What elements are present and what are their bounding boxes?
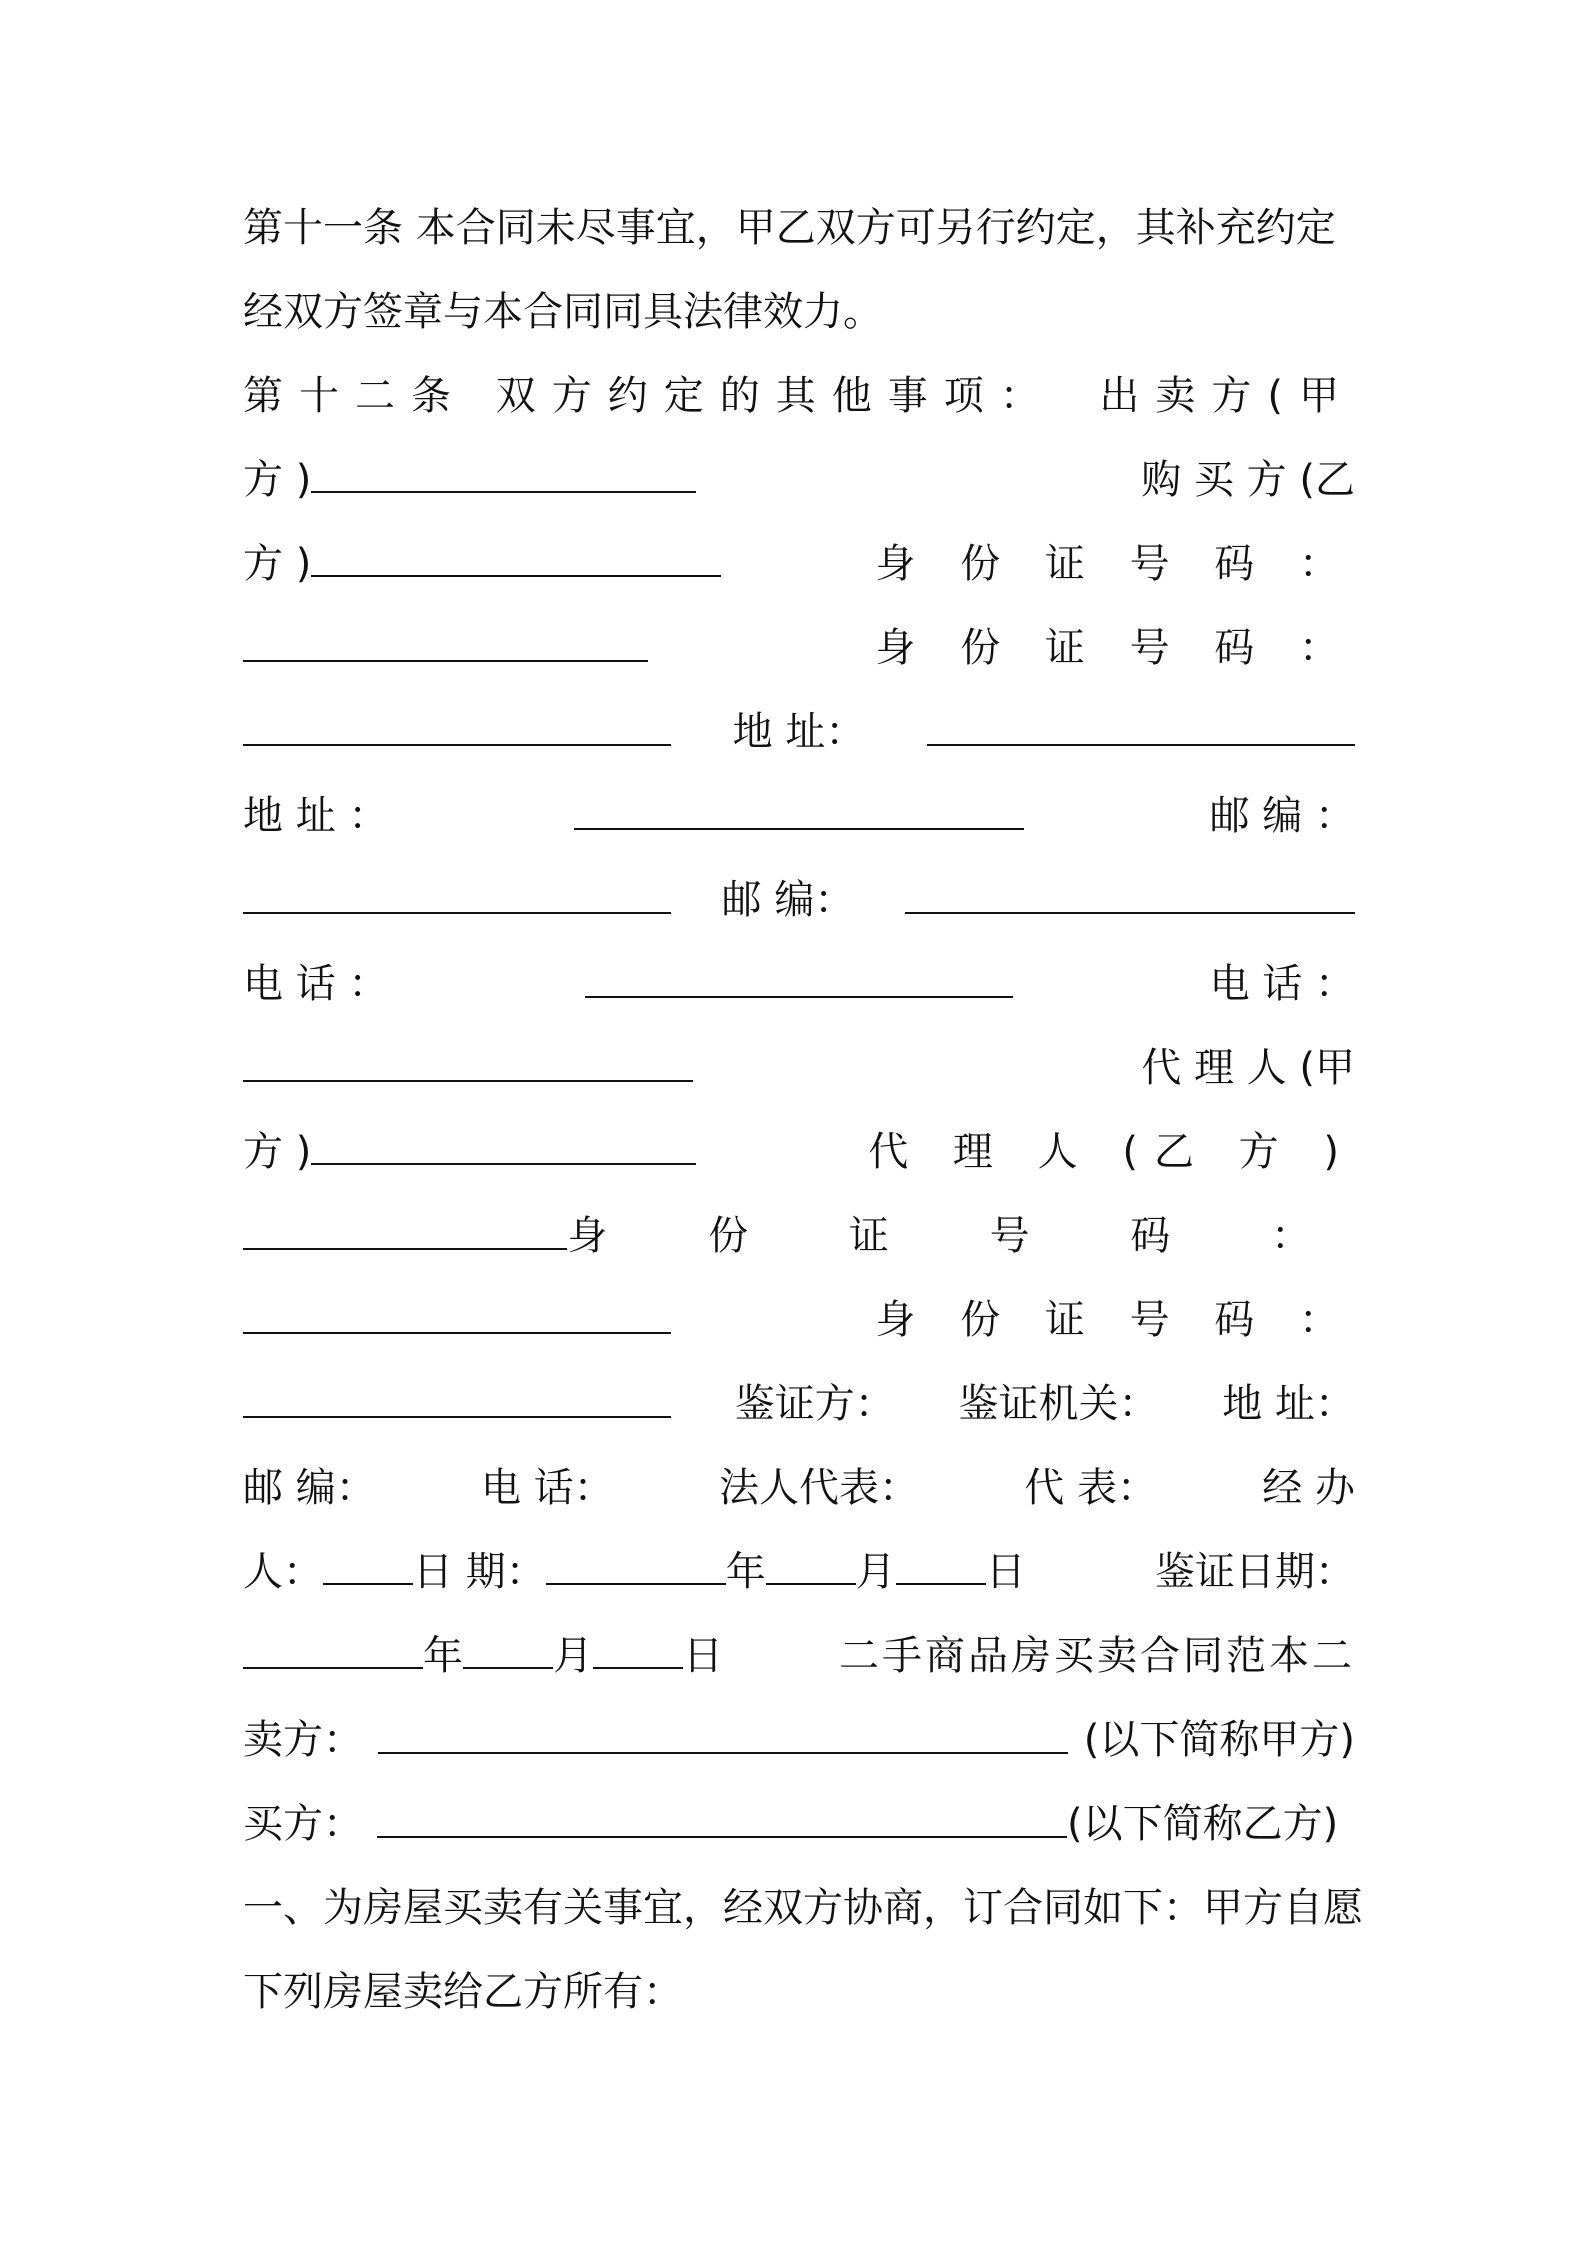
seller-party-label-cont xyxy=(243,445,696,515)
buyer-party-label: 购 买 方 (乙 xyxy=(1141,457,1355,503)
date-month-blank[interactable] xyxy=(766,1557,856,1585)
seller-postcode-blank[interactable] xyxy=(243,886,671,914)
buyer-address-blank[interactable] xyxy=(574,802,1024,830)
template-two-title: 二手商品房买卖合同范本二 xyxy=(839,1633,1355,1679)
clause-one-line-1 xyxy=(243,1873,1363,1943)
agent-b-id-label: 身 份 证 号 码 ： xyxy=(875,1297,1355,1343)
article-11-text: 第十一条 本合同未尽事宜，甲乙双方可另行约定，其补充约定 xyxy=(243,205,1336,251)
date-line xyxy=(243,1537,1355,1607)
seller-address-blank[interactable] xyxy=(927,718,1355,746)
buyer-id-label: 身 份 证 号 码 ： xyxy=(875,625,1355,671)
handler-blank[interactable] xyxy=(323,1557,413,1585)
buyer-blank[interactable] xyxy=(377,1810,1067,1838)
article-12-heading: 第十二条 双方约定的其他事项： xyxy=(243,373,1056,419)
cert-month-blank[interactable] xyxy=(463,1641,553,1669)
clause-one-text-cont: 下列房屋卖给乙方所有： xyxy=(243,1969,683,2015)
buyer-postcode-label: 邮 编： xyxy=(721,877,855,923)
seller-postcode-label: 邮 编 ： xyxy=(1209,793,1355,839)
buyer-alias: (以下简称乙方) xyxy=(1067,1801,1339,1847)
agent-a-suffix: 方 ) xyxy=(243,1129,312,1175)
handler-suffix: 人： xyxy=(243,1549,323,1595)
buyer-id-blank[interactable] xyxy=(243,718,671,746)
agent-a-line xyxy=(243,1033,1355,1103)
seller-label: 卖方： xyxy=(243,1717,363,1763)
certifier-address-label: 地 址： xyxy=(1222,1381,1355,1427)
agent-a-id-label: 身 份 证 号 码 ： xyxy=(567,1213,1355,1259)
cert-day-blank[interactable] xyxy=(593,1641,683,1669)
agent-b-blank[interactable] xyxy=(243,1222,567,1250)
buyer-phone-label: 电 话 ： xyxy=(1209,961,1355,1007)
seller-address-label: 地 址： xyxy=(732,709,866,755)
address-line-1 xyxy=(243,697,1355,767)
date-day-blank[interactable] xyxy=(896,1557,986,1585)
cert-date-values xyxy=(243,1621,723,1691)
agent-b-line xyxy=(243,1117,1355,1187)
clause-one-line-2 xyxy=(243,1957,1355,2027)
cert-month-label: 月 xyxy=(553,1633,593,1679)
seller-party-label: 出卖方(甲 xyxy=(1099,373,1355,419)
seller-blank[interactable] xyxy=(378,1726,1068,1754)
buyer-postcode-blank[interactable] xyxy=(905,886,1355,914)
party-a-suffix: 方 ) xyxy=(243,457,312,503)
day-label: 日 xyxy=(985,1549,1026,1595)
seller-id-blank[interactable] xyxy=(243,634,648,662)
article-11-line-1 xyxy=(243,193,1355,263)
seller-buyer-line xyxy=(243,445,1355,515)
certifier-line xyxy=(243,1369,1355,1439)
agent-a-id-blank[interactable] xyxy=(243,1306,671,1334)
agent-b-label: 代 理 人 (乙 方 ) xyxy=(868,1129,1355,1175)
date-label: 日 期： xyxy=(413,1549,546,1595)
agent-a-label: 代 理 人 (甲 xyxy=(1141,1045,1355,1091)
address-line-2 xyxy=(243,781,1355,851)
seller-line xyxy=(243,1705,1355,1775)
cert-date-line xyxy=(243,1621,1355,1691)
seller-phone-label: 电 话 ： xyxy=(243,961,389,1007)
buyer-name-blank[interactable] xyxy=(311,549,721,577)
agent-id-line-1 xyxy=(243,1201,1355,1271)
buyer-party-label-cont xyxy=(243,529,721,599)
cert-year-blank[interactable] xyxy=(243,1641,423,1669)
buyer-address-label: 地 址 ： xyxy=(243,793,389,839)
clause-one-text: 一、为房屋买卖有关事宜，经双方协商，订合同如下：甲方自愿 xyxy=(243,1885,1363,1931)
agent-id-line-2 xyxy=(243,1285,1355,1355)
postcode-line xyxy=(243,865,1355,935)
date-year-blank[interactable] xyxy=(546,1557,726,1585)
buyer-phone-blank[interactable] xyxy=(243,1054,693,1082)
certifier-label: 鉴证方： xyxy=(734,1381,895,1427)
agent-a-label-cont xyxy=(243,1117,696,1187)
article-11-text-cont: 经双方签章与本合同同具法律效力。 xyxy=(243,289,883,335)
year-label: 年 xyxy=(725,1549,766,1595)
handler-label: 经 办 xyxy=(1262,1465,1355,1511)
agent-b-id-blank[interactable] xyxy=(243,1390,671,1418)
article-12-line xyxy=(243,361,1355,431)
handler-label-cont xyxy=(243,1537,1026,1607)
cert-day-label: 日 xyxy=(683,1633,723,1679)
buyer-line xyxy=(243,1789,1355,1859)
agent-a-blank[interactable] xyxy=(311,1137,696,1165)
buyer-id-line xyxy=(243,529,1355,599)
party-b-suffix: 方 ) xyxy=(243,541,312,587)
seller-id-label: 身 份 证 号 码 ： xyxy=(875,541,1355,587)
certification-date-label: 鉴证日期： xyxy=(1155,1549,1355,1595)
cert-year-label: 年 xyxy=(423,1633,463,1679)
seller-phone-blank[interactable] xyxy=(585,970,1013,998)
seller-alias: (以下简称甲方) xyxy=(1083,1717,1355,1763)
certifier-postcode-label: 邮 编： xyxy=(243,1465,376,1511)
certifying-authority-label: 鉴证机关： xyxy=(958,1381,1159,1427)
article-11-line-2 xyxy=(243,277,1355,347)
certifier-phone-label: 电 话： xyxy=(481,1465,614,1511)
phone-line xyxy=(243,949,1355,1019)
buyer-label: 买方： xyxy=(243,1801,363,1847)
representative-label: 代 表： xyxy=(1024,1465,1157,1511)
month-label: 月 xyxy=(855,1549,896,1595)
certifier-details-line xyxy=(243,1453,1355,1523)
seller-name-blank[interactable] xyxy=(311,465,696,493)
legal-representative-label: 法人代表： xyxy=(719,1465,919,1511)
id-line xyxy=(243,613,1355,683)
